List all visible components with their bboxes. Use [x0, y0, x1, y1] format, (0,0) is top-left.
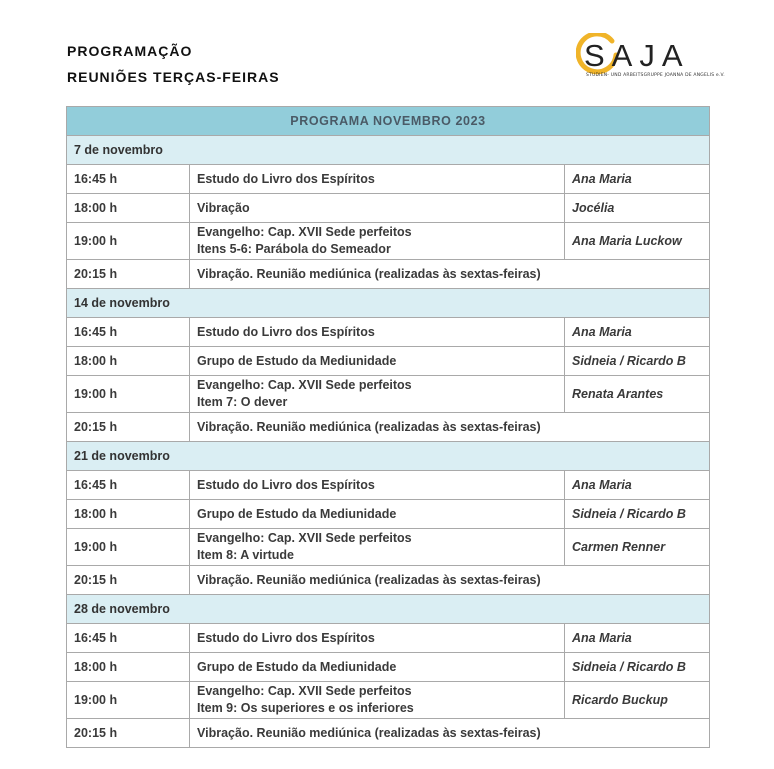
schedule-row — [67, 194, 710, 223]
week-date: 28 de novembro — [67, 595, 710, 624]
schedule-row — [67, 719, 710, 748]
time-cell: 20:15 h — [67, 260, 190, 289]
activity-cell — [190, 500, 565, 529]
header-programacao: PROGRAMAÇÃO — [67, 43, 193, 59]
week-date-row — [67, 289, 710, 318]
activity-line: Itens 5-6: Parábola do Semeador — [197, 242, 391, 256]
saja-logo — [578, 35, 725, 85]
week-date-row — [67, 442, 710, 471]
time-cell: 18:00 h — [67, 653, 190, 682]
program-table — [66, 106, 710, 748]
activity-line: Vibração — [197, 201, 250, 215]
schedule-row — [67, 165, 710, 194]
activity-cell — [190, 471, 565, 500]
activity-line: Vibração. Reunião mediúnica (realizadas às sextas-feiras) — [197, 420, 541, 434]
person-cell: Ana Maria — [565, 624, 710, 653]
activity-line: Evangelho: Cap. XVII Sede perfeitos — [197, 531, 412, 545]
time-cell: 16:45 h — [67, 165, 190, 194]
activity-line: Estudo do Livro dos Espíritos — [197, 478, 375, 492]
week-date: 14 de novembro — [67, 289, 710, 318]
activity-line: Grupo de Estudo da Mediunidade — [197, 507, 397, 521]
person-cell: Sidneia / Ricardo B — [565, 653, 710, 682]
schedule-row — [67, 566, 710, 595]
time-cell: 18:00 h — [67, 347, 190, 376]
week-date-row — [67, 595, 710, 624]
time-cell: 18:00 h — [67, 500, 190, 529]
activity-line: Item 7: O dever — [197, 395, 288, 409]
activity-line: Item 9: Os superiores e os inferiores — [197, 701, 414, 715]
time-cell: 20:15 h — [67, 566, 190, 595]
activity-cell — [190, 165, 565, 194]
activity-line: Estudo do Livro dos Espíritos — [197, 631, 375, 645]
time-cell: 16:45 h — [67, 624, 190, 653]
time-cell: 20:15 h — [67, 413, 190, 442]
person-cell: Ana Maria — [565, 471, 710, 500]
time-cell: 19:00 h — [67, 682, 190, 719]
activity-cell — [190, 318, 565, 347]
schedule-row — [67, 376, 710, 413]
time-cell: 19:00 h — [67, 376, 190, 413]
activity-line: Vibração. Reunião mediúnica (realizadas às sextas-feiras) — [197, 267, 541, 281]
person-cell: Renata Arantes — [565, 376, 710, 413]
schedule-row — [67, 223, 710, 260]
activity-cell — [190, 566, 710, 595]
week-date: 21 de novembro — [67, 442, 710, 471]
activity-cell — [190, 194, 565, 223]
time-cell: 19:00 h — [67, 529, 190, 566]
schedule-row — [67, 682, 710, 719]
activity-line: Estudo do Livro dos Espíritos — [197, 325, 375, 339]
person-cell: Ana Maria Luckow — [565, 223, 710, 260]
time-cell: 19:00 h — [67, 223, 190, 260]
person-cell: Sidneia / Ricardo B — [565, 500, 710, 529]
activity-line: Estudo do Livro dos Espíritos — [197, 172, 375, 186]
week-date: 7 de novembro — [67, 136, 710, 165]
schedule-row — [67, 318, 710, 347]
schedule-row — [67, 347, 710, 376]
activity-line: Vibração. Reunião mediúnica (realizadas às sextas-feiras) — [197, 726, 541, 740]
activity-cell — [190, 653, 565, 682]
activity-cell — [190, 682, 565, 719]
activity-cell — [190, 719, 710, 748]
person-cell: Ricardo Buckup — [565, 682, 710, 719]
schedule-row — [67, 529, 710, 566]
schedule-row — [67, 260, 710, 289]
activity-line: Item 8: A virtude — [197, 548, 295, 562]
schedule-row — [67, 471, 710, 500]
logo-subtitle: STUDIEN- UND ARBEITSGRUPPE JOANNA DE ANGELIS e.V. — [586, 73, 725, 78]
activity-cell — [190, 413, 710, 442]
schedule-row — [67, 624, 710, 653]
program-title-row — [67, 107, 710, 136]
activity-line: Evangelho: Cap. XVII Sede perfeitos — [197, 378, 412, 392]
time-cell: 18:00 h — [67, 194, 190, 223]
activity-line: Grupo de Estudo da Mediunidade — [197, 660, 397, 674]
schedule-row — [67, 413, 710, 442]
time-cell: 16:45 h — [67, 318, 190, 347]
schedule-row — [67, 500, 710, 529]
schedule-row — [67, 653, 710, 682]
logo-letters: SAJA — [584, 38, 690, 73]
activity-line: Vibração. Reunião mediúnica (realizadas às sextas-feiras) — [197, 573, 541, 587]
activity-cell — [190, 223, 565, 260]
person-cell: Sidneia / Ricardo B — [565, 347, 710, 376]
program-title: PROGRAMA NOVEMBRO 2023 — [67, 107, 710, 136]
activity-line: Evangelho: Cap. XVII Sede perfeitos — [197, 225, 412, 239]
time-cell: 16:45 h — [67, 471, 190, 500]
person-cell: Jocélia — [565, 194, 710, 223]
header-reunioes: REUNIÕES TERÇAS-FEIRAS — [67, 69, 280, 85]
person-cell: Ana Maria — [565, 165, 710, 194]
activity-cell — [190, 347, 565, 376]
activity-cell — [190, 529, 565, 566]
activity-cell — [190, 624, 565, 653]
activity-cell — [190, 260, 710, 289]
person-cell: Carmen Renner — [565, 529, 710, 566]
activity-line: Evangelho: Cap. XVII Sede perfeitos — [197, 684, 412, 698]
activity-line: Grupo de Estudo da Mediunidade — [197, 354, 397, 368]
activity-cell — [190, 376, 565, 413]
time-cell: 20:15 h — [67, 719, 190, 748]
person-cell: Ana Maria — [565, 318, 710, 347]
week-date-row — [67, 136, 710, 165]
